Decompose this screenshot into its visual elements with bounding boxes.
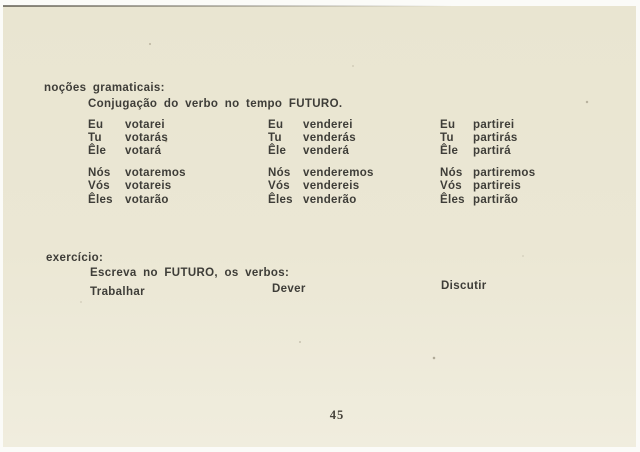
conjugation-row xyxy=(440,145,535,158)
pronoun: Tu xyxy=(268,132,282,145)
pronoun: Tu xyxy=(440,132,454,145)
page-number: 45 xyxy=(329,408,345,422)
conjugation-row xyxy=(88,145,186,158)
verb-form: partirás xyxy=(473,132,518,145)
pronoun: Vós xyxy=(268,180,290,193)
pronoun: Êles xyxy=(268,193,293,206)
exercise-verb-discutir: Discutir xyxy=(441,280,487,292)
conjugation-column-3 xyxy=(440,118,535,206)
verb-form: venderá xyxy=(303,145,350,158)
pronoun: Vós xyxy=(88,180,110,193)
pronoun: Êle xyxy=(88,145,107,158)
plural-group xyxy=(440,166,535,206)
exercise-instruction: Escreva no FUTURO, os verbos: xyxy=(90,267,290,279)
verb-form: votaremos xyxy=(125,166,186,179)
pronoun: Vós xyxy=(440,180,462,193)
verb-form: partirei xyxy=(473,118,515,131)
conjugation-row xyxy=(440,180,535,193)
verb-form: votará xyxy=(125,145,162,158)
verb-form: votarás xyxy=(125,132,169,145)
verb-form: partirá xyxy=(473,145,511,158)
conjugation-row xyxy=(268,193,374,206)
pronoun: Êles xyxy=(88,193,113,206)
pronoun: Eu xyxy=(268,118,284,131)
verb-form: venderão xyxy=(303,193,357,206)
singular-group xyxy=(268,118,374,158)
pronoun: Eu xyxy=(440,118,456,131)
book-page xyxy=(3,6,636,447)
verb-form: venderei xyxy=(303,118,353,131)
verb-form: venderás xyxy=(303,132,356,145)
singular-group xyxy=(88,118,186,158)
grammar-section-heading: noções gramaticais: xyxy=(44,82,165,94)
pronoun: Nós xyxy=(88,166,111,179)
singular-group xyxy=(440,118,535,158)
conjugation-row xyxy=(440,131,535,144)
conjugation-row xyxy=(268,166,374,179)
conjugation-row xyxy=(268,131,374,144)
conjugation-row xyxy=(268,145,374,158)
conjugation-column-1 xyxy=(88,118,186,206)
exercise-section-heading: exercício: xyxy=(46,252,104,264)
plural-group xyxy=(88,166,186,206)
conjugation-column-2 xyxy=(268,118,374,206)
verb-form: partirão xyxy=(473,193,519,206)
pronoun: Êle xyxy=(440,145,459,158)
conjugation-row xyxy=(88,131,186,144)
conjugation-row xyxy=(440,166,535,179)
pronoun: Nós xyxy=(440,166,463,179)
verb-form: partiremos xyxy=(473,166,536,179)
verb-form: venderemos xyxy=(303,166,374,179)
conjugation-row xyxy=(268,180,374,193)
pronoun: Nós xyxy=(268,166,291,179)
page-top-edge-shadow xyxy=(3,5,453,7)
grammar-section-subheading: Conjugação do verbo no tempo FUTURO. xyxy=(88,98,343,110)
pronoun: Tu xyxy=(88,132,102,145)
verb-form: vendereis xyxy=(303,180,360,193)
conjugation-row xyxy=(268,118,374,131)
verb-form: partireis xyxy=(473,180,522,193)
conjugation-row xyxy=(88,166,186,179)
pronoun: Êle xyxy=(268,145,287,158)
exercise-verb-dever: Dever xyxy=(272,283,306,295)
verb-form: votarei xyxy=(125,118,165,131)
conjugation-row xyxy=(440,118,535,131)
conjugation-row xyxy=(88,180,186,193)
conjugation-row xyxy=(88,118,186,131)
exercise-verb-trabalhar: Trabalhar xyxy=(90,286,145,298)
conjugation-row xyxy=(440,193,535,206)
verb-form: votarão xyxy=(125,193,169,206)
verb-form: votareis xyxy=(125,180,172,193)
pronoun: Eu xyxy=(88,118,104,131)
plural-group xyxy=(268,166,374,206)
conjugation-row xyxy=(88,193,186,206)
pronoun: Êles xyxy=(440,193,465,206)
